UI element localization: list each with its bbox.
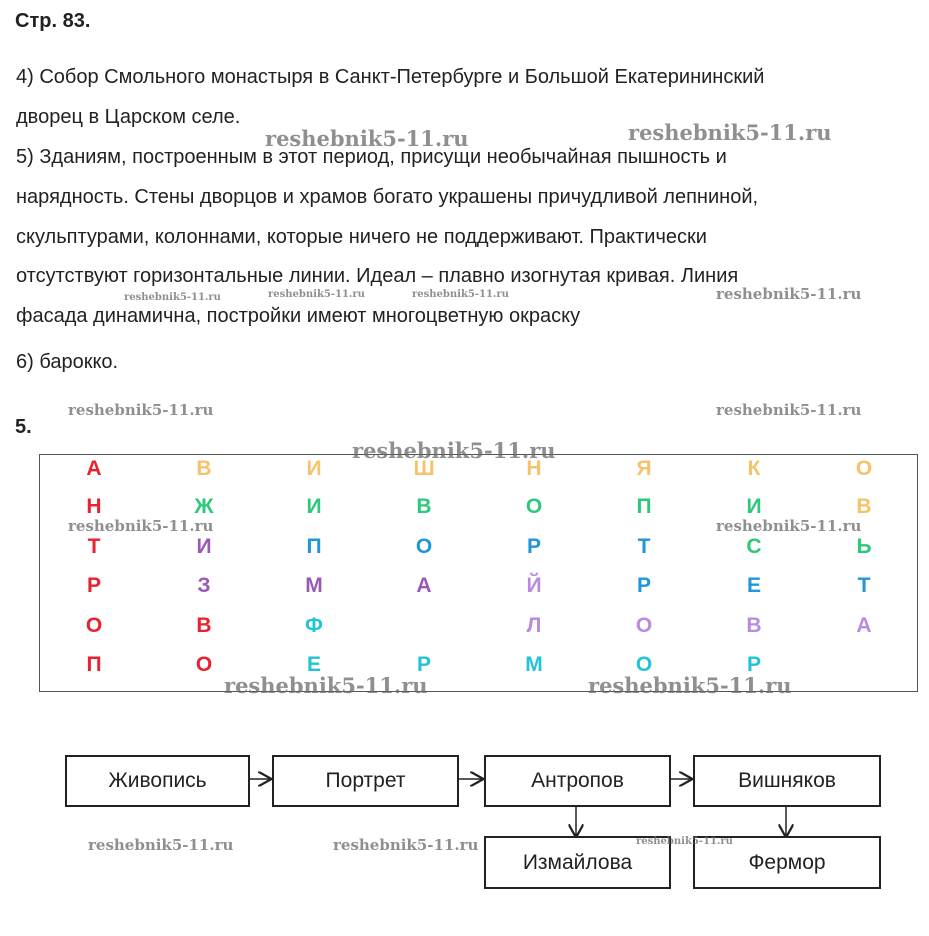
grid-letter: З bbox=[197, 574, 211, 597]
grid-letter: Ш bbox=[413, 457, 435, 480]
grid-letter: Р bbox=[636, 574, 651, 597]
watermark: reshebnik5-11.ru bbox=[716, 401, 862, 419]
grid-letter: Р bbox=[526, 535, 541, 558]
grid-letter: В bbox=[856, 495, 872, 518]
watermark: reshebnik5-11.ru bbox=[68, 401, 214, 419]
grid-letter: В bbox=[196, 457, 212, 480]
answer-line: отсутствуют горизонтальные линии. Идеал – плавно изогнутая кривая. Линия bbox=[16, 265, 739, 287]
grid-letter: Е bbox=[746, 574, 761, 597]
grid-letter: И bbox=[746, 495, 762, 518]
watermark: reshebnik5-11.ru bbox=[124, 292, 221, 303]
answer-line: 6) барокко. bbox=[16, 351, 119, 373]
grid-letter: Л bbox=[526, 614, 542, 637]
watermark: reshebnik5-11.ru bbox=[68, 517, 214, 535]
answer-line: 5) Зданиям, построенным в этот период, присущи необычайная пышность и bbox=[16, 146, 727, 168]
answer-line: фасада динамична, постройки имеют многоцветную окраску bbox=[16, 305, 581, 327]
grid-letter: В bbox=[196, 614, 212, 637]
grid-letter: Ф bbox=[305, 614, 323, 637]
grid-letter: Р bbox=[416, 653, 431, 676]
grid-letter: Я bbox=[636, 457, 652, 480]
grid-letter: О bbox=[195, 653, 213, 676]
node-painting: Живопись bbox=[65, 755, 250, 807]
grid-letter: И bbox=[196, 535, 212, 558]
grid-letter: О bbox=[525, 495, 543, 518]
task-number: 5. bbox=[15, 416, 32, 438]
node-vishnyakov: Вишняков bbox=[693, 755, 881, 807]
node-portrait: Портрет bbox=[272, 755, 459, 807]
grid-letter: Р bbox=[86, 574, 101, 597]
watermark: reshebnik5-11.ru bbox=[268, 289, 365, 300]
watermark: reshebnik5-11.ru bbox=[716, 517, 862, 535]
watermark: reshebnik5-11.ru bbox=[88, 836, 234, 854]
watermark: reshebnik5-11.ru bbox=[588, 673, 792, 698]
page-heading: Стр. 83. bbox=[15, 10, 91, 32]
node-izmailova: Измайлова bbox=[484, 836, 671, 889]
grid-letter: Р bbox=[746, 653, 761, 676]
grid-letter: М bbox=[525, 653, 543, 676]
grid-letter: О bbox=[415, 535, 433, 558]
grid-letter: Е bbox=[306, 653, 321, 676]
node-fermor: Фермор bbox=[693, 836, 881, 889]
grid-letter: О bbox=[85, 614, 103, 637]
answer-line: скульптурами, колоннами, которые ничего не поддерживают. Практически bbox=[16, 226, 707, 248]
grid-letter: Й bbox=[526, 574, 542, 597]
grid-letter: М bbox=[305, 574, 323, 597]
grid-letter: А bbox=[416, 574, 432, 597]
watermark: reshebnik5-11.ru bbox=[636, 836, 733, 847]
grid-letter: К bbox=[747, 457, 761, 480]
grid-letter: Т bbox=[87, 535, 101, 558]
answer-line: 4) Собор Смольного монастыря в Санкт-Петербурге и Большой Екатерининский bbox=[16, 66, 765, 88]
watermark: reshebnik5-11.ru bbox=[412, 289, 509, 300]
node-antropov: Антропов bbox=[484, 755, 671, 807]
watermark: reshebnik5-11.ru bbox=[352, 438, 556, 463]
grid-letter: И bbox=[306, 495, 322, 518]
watermark: reshebnik5-11.ru bbox=[265, 126, 469, 151]
grid-letter: И bbox=[306, 457, 322, 480]
grid-letter: А bbox=[86, 457, 102, 480]
watermark: reshebnik5-11.ru bbox=[333, 836, 479, 854]
answer-line: дворец в Царском селе. bbox=[16, 106, 241, 128]
grid-letter: Ж bbox=[194, 495, 214, 518]
grid-letter: Н bbox=[526, 457, 542, 480]
grid-letter: П bbox=[306, 535, 322, 558]
grid-letter: С bbox=[746, 535, 762, 558]
grid-letter: В bbox=[746, 614, 762, 637]
answer-line: нарядность. Стены дворцов и храмов богато украшены причудливой лепниной, bbox=[16, 186, 759, 208]
grid-letter: В bbox=[416, 495, 432, 518]
grid-letter: Ь bbox=[856, 535, 872, 558]
watermark: reshebnik5-11.ru bbox=[716, 285, 862, 303]
grid-letter: П bbox=[636, 495, 652, 518]
grid-letter: Н bbox=[86, 495, 102, 518]
watermark: reshebnik5-11.ru bbox=[224, 673, 428, 698]
watermark: reshebnik5-11.ru bbox=[628, 120, 832, 145]
grid-letter: О bbox=[855, 457, 873, 480]
grid-letter: Т bbox=[857, 574, 871, 597]
grid-letter: А bbox=[856, 614, 872, 637]
grid-letter: Т bbox=[637, 535, 651, 558]
grid-letter: О bbox=[635, 614, 653, 637]
grid-letter: П bbox=[86, 653, 102, 676]
grid-letter: О bbox=[635, 653, 653, 676]
